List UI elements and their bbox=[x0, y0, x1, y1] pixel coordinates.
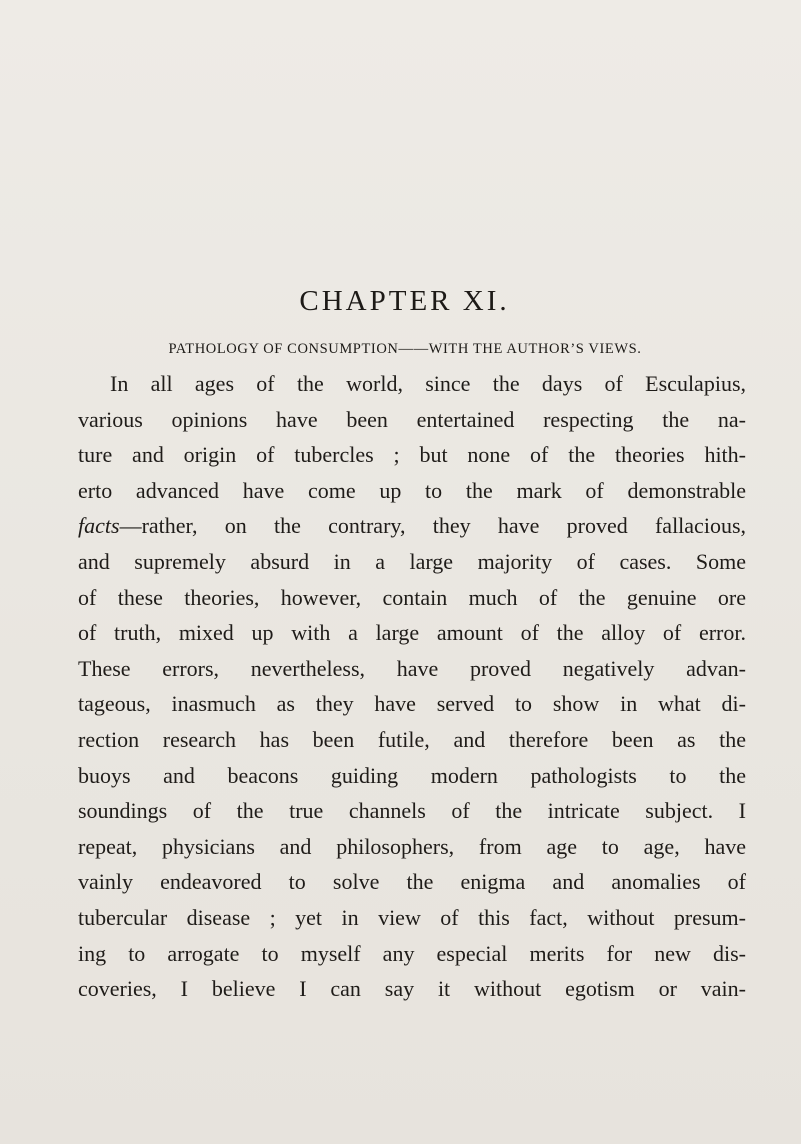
text-line: various opinions have been entertained respecting the na- bbox=[78, 406, 746, 432]
text-line: tageous, inasmuch as they have served to show in what di- bbox=[78, 691, 746, 717]
text-line: These errors, nevertheless, have proved negatively advan- bbox=[78, 655, 746, 681]
text-line: rection research has been futile, and therefore been as the bbox=[78, 726, 746, 752]
text-line: and supremely absurd in a large majority of cases. Some bbox=[78, 548, 746, 574]
chapter-title: CHAPTER XI. bbox=[299, 285, 510, 317]
text-line: erto advanced have come up to the mark of demonstrable bbox=[78, 477, 746, 503]
text-line: soundings of the true channels of the intricate subject. I bbox=[78, 798, 746, 824]
text-line: tubercular disease ; yet in view of this fact, without presum- bbox=[78, 904, 746, 930]
text-line-with-emphasis bbox=[78, 508, 746, 544]
text-line: repeat, physicians and philosophers, from age to age, have bbox=[78, 833, 746, 859]
text-line-rest: —rather, on the contrary, they have proved fallacious, bbox=[119, 513, 746, 539]
body-text bbox=[78, 366, 746, 1007]
text-line: In all ages of the world, since the days of Esculapius, bbox=[110, 371, 746, 396]
text-line: of these theories, however, contain much of the genuine ore bbox=[78, 584, 746, 610]
text-line: coveries, I believe I can say it without egotism or vain- bbox=[78, 976, 746, 1002]
text-line: ture and origin of tubercles ; but none of the theories hith- bbox=[78, 442, 746, 468]
text-line: of truth, mixed up with a large amount of the alloy of error. bbox=[78, 620, 746, 646]
text-line: vainly endeavored to solve the enigma and anomalies of bbox=[78, 869, 746, 895]
text-line: buoys and beacons guiding modern pathologists to the bbox=[78, 762, 746, 788]
chapter-subtitle: PATHOLOGY OF CONSUMPTION——WITH THE AUTHOR’S VIEWS. bbox=[168, 341, 642, 357]
emphasis-word: facts bbox=[78, 513, 120, 539]
text-line: ing to arrogate to myself any especial merits for new dis- bbox=[78, 940, 746, 966]
